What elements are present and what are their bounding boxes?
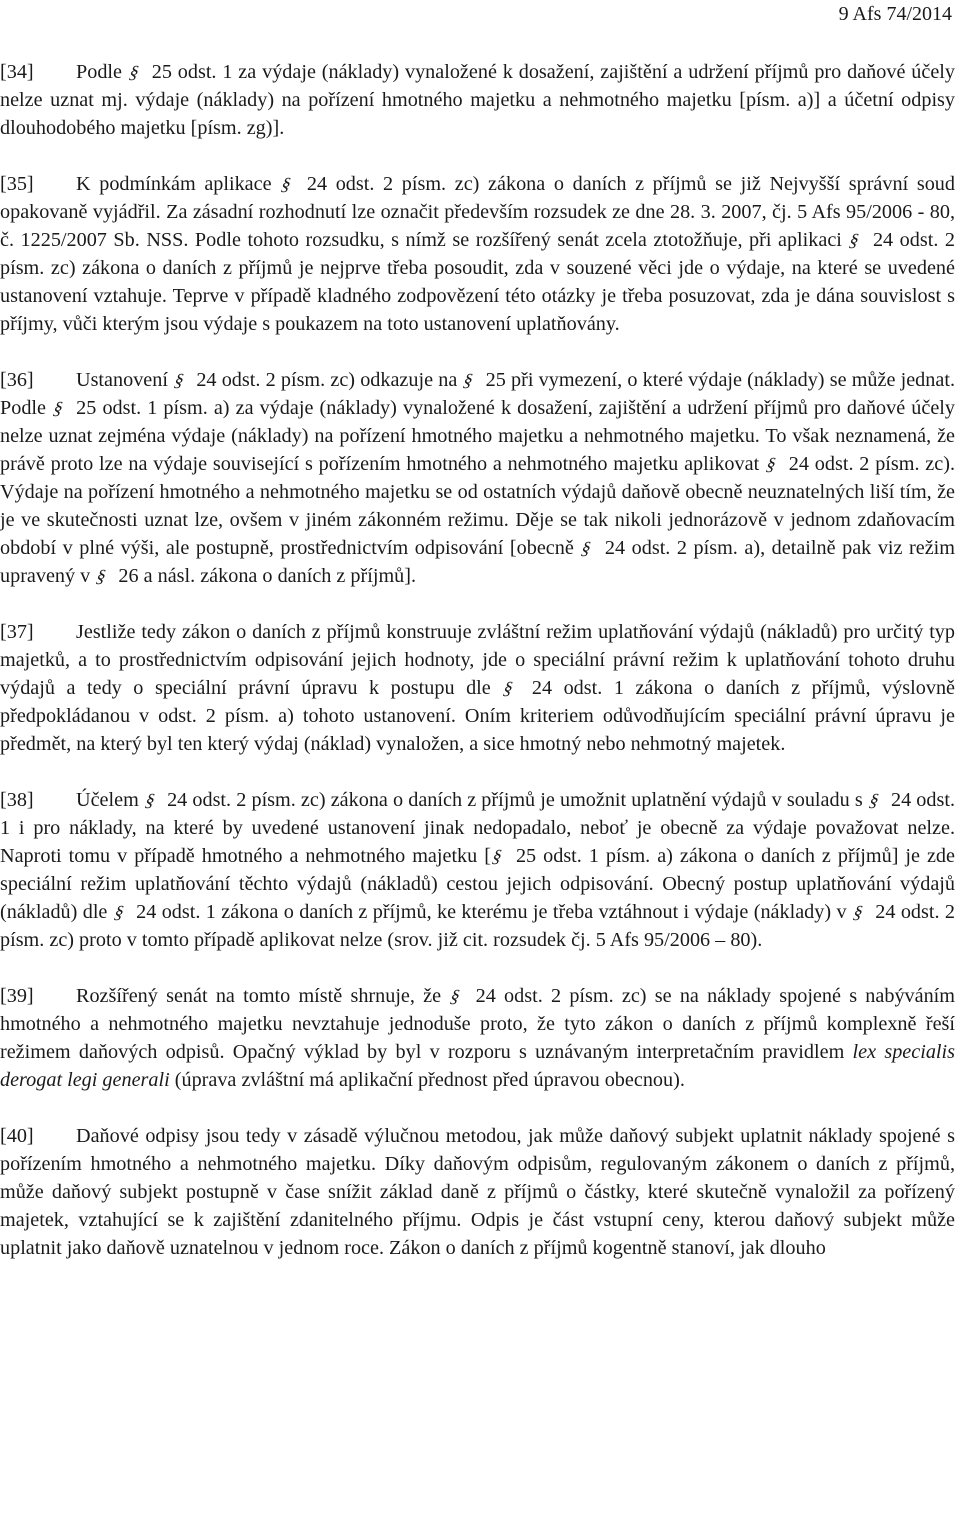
paragraph: [0, 58, 955, 142]
paragraph-text: 24 odst. 2 písm. zc) odkazuje na: [191, 369, 463, 391]
paragraph: [0, 1122, 955, 1262]
paragraph-number: [39]: [0, 985, 34, 1007]
paragraph: [0, 170, 955, 338]
paragraph-text: Rozšířený senát na tomto místě shrnuje, že: [76, 985, 450, 1007]
paragraph-text: 24 odst. 2 písm. zc) se na náklady spojené s nabýváním hmotného a nehmotného majetku nevztahuje jednoduše proto, že tyto zákon o daních z příjmů komplexně řeší režimem daňových odpisů. Opačný výklad by byl v rozporu s uznávaným interpretačním pravidlem: [0, 985, 955, 1063]
section-sign-icon: §: [850, 902, 867, 922]
paragraph-text: 25 odst. 1 za výdaje (náklady) vynaložené k dosažení, zajištění a udržení příjmů pro daňové účely nelze uznat mj. výdaje (náklady) na pořízení hmotného majetku a nehmotného majetku [písm. a)] a účetní odpisy dlouhodobého majetku [písm. zg)].: [0, 61, 955, 139]
paragraph-text: Účelem: [76, 789, 144, 811]
section-sign-icon: §: [111, 902, 128, 922]
section-sign-icon: §: [126, 62, 143, 82]
paragraph-text: Jestliže tedy zákon o daních z příjmů konstruuje zvláštní režim uplatňování výdajů (nákladů) pro určitý typ majetků, a to prostřednictvím odpisování jejich hodnoty, jde o speciální právní režim k uplatňování tohoto druhu výdajů a tedy o speciální právní úpravu k postupu dle: [0, 621, 955, 699]
section-sign-icon: §: [94, 566, 110, 586]
paragraph-text: 24 odst. 1 zákona o daních z příjmů, ke kterému je třeba vztáhnout i výdaje (náklady) v: [130, 901, 852, 923]
paragraph-text: Ustanovení: [76, 369, 174, 391]
paragraph-text: 24 odst. 2 písm. a), detailně pak viz režim upravený v: [0, 537, 955, 587]
paragraph-text: 25 odst. 1 písm. a) zákona o daních z příjmů] je zde speciální režim uplatňování těchto výdajů (nákladů) cestou jejich odpisování. Obecný postup uplatňování výdajů (nákladů) dle: [0, 845, 955, 923]
section-sign-icon: §: [461, 370, 477, 390]
paragraph: [0, 982, 955, 1094]
paragraph-text: 24 odst. 2 písm. zc) proto v tomto případě aplikovat nelze (srov. již cit. rozsudek čj. 5 Afs 95/2006 – 80).: [0, 901, 955, 951]
section-sign-icon: §: [448, 986, 464, 1006]
paragraph-text: 24 odst. 1 zákona o daních z příjmů, výslovně předpokládanou v odst. 2 písm. a) tohoto ustanovení. Oním kriteriem odůvodňujícím speciální právní úpravu je předmět, na který byl ten který výdaj (náklad) vynaložen, a sice hmotný nebo nehmotný majetek.: [0, 677, 955, 755]
section-sign-icon: §: [763, 454, 780, 474]
paragraph-text: 26 a násl. zákona o daních z příjmů].: [113, 565, 417, 587]
paragraph-text: Podle: [76, 61, 128, 83]
latin-phrase: lex specialis derogat legi generali: [0, 1041, 955, 1091]
paragraph-text: 25 při vymezení, o které výdaje (náklady) se může jednat. Podle: [0, 369, 955, 419]
section-sign-icon: §: [171, 370, 188, 390]
paragraph-text: 24 odst. 1 i pro náklady, na které by uvedené ustanovení jinak nedopadalo, neboť je obecně za výdaje považovat nelze. Naproti tomu v případě hmotného a nehmotného majetku [: [0, 789, 955, 867]
section-sign-icon: §: [501, 678, 517, 698]
section-sign-icon: §: [847, 230, 863, 250]
paragraph: [0, 786, 955, 954]
paragraph-text: 24 odst. 2 písm. zc) zákona o daních z příjmů je umožnit uplatnění výdajů v souladu s: [161, 789, 868, 811]
document-body: [0, 58, 955, 1290]
section-sign-icon: §: [278, 174, 295, 194]
case-number-header: 9 Afs 74/2014: [838, 3, 952, 25]
paragraph: [0, 366, 955, 590]
paragraph-number: [34]: [0, 61, 34, 83]
section-sign-icon: §: [866, 790, 883, 810]
paragraph-number: [38]: [0, 789, 34, 811]
paragraph-text: 25 odst. 1 písm. a) za výdaje (náklady) vynaložené k dosažení, zajištění a udržení příjmů pro daňové účely nelze uznat zejména výdaje (náklady) na pořízení hmotného majetku a nehmotného majetku. To však neznamená, že právě proto lze na výdaje související s pořízením hmotného a nehmotného majetku aplikovat: [0, 397, 955, 475]
paragraph-number: [40]: [0, 1125, 34, 1147]
paragraph-text: 24 odst. 2 písm. zc). Výdaje na pořízení hmotného a nehmotného majetku se od ostatních výdajů daňově obecně neuznatelných liší tím, že je ve skutečnosti uznat lze, ovšem v jiném zákonném režimu. Děje se tak nikoli jednorázově v jednom zdaňovacím období v plné výši, ale postupně, prostřednictvím odpisování [obecně: [0, 453, 956, 559]
section-sign-icon: §: [50, 398, 67, 418]
paragraph-text: 24 odst. 2 písm. zc) zákona o daních z příjmů se již Nejvyšší správní soud opakovaně vyjádřil. Za zásadní rozhodnutí lze označit především rozsudek ze dne 28. 3. 2007, čj. 5 Afs 95/2006 - 80, č. 1225/2007 Sb. NSS. Podle tohoto rozsudku, s nímž se rozšířený senát zcela ztotožňuje, při aplikaci: [0, 173, 955, 251]
section-sign-icon: §: [579, 538, 595, 558]
paragraph-number: [37]: [0, 621, 34, 643]
section-sign-icon: §: [489, 846, 506, 866]
paragraph-text: Daňové odpisy jsou tedy v zásadě výlučnou metodou, jak může daňový subjekt uplatnit náklady spojené s pořízením hmotného a nehmotného majetku. Díky daňovým odpisům, regulovaným zákonem o daních z příjmů, může daňový subjekt postupně v čase snížit základ daně z příjmů o částky, které skutečně vynaložil za pořízený majetek, vztahující se k zajištění zdanitelného příjmu. Odpis je část vstupní ceny, kterou daňový subjekt může uplatnit jako daňově uznatelnou v jednom roce. Zákon o daních z příjmů kogentně stanoví, jak dlouho: [0, 1125, 955, 1259]
paragraph-text: (úprava zvláštní má aplikační přednost před úpravou obecnou).: [169, 1069, 685, 1091]
paragraph-text: 24 odst. 2 písm. zc) zákona o daních z příjmů je nejprve třeba posoudit, zda v souzené věci jde o výdaje, na které se uvedené ustanovení vztahuje. Teprve v případě kladného zodpovězení této otázky je třeba posuzovat, zda je dána souvislost s příjmy, vůči kterým jsou výdaje s poukazem na toto ustanovení uplatňovány.: [0, 229, 955, 335]
section-sign-icon: §: [142, 790, 159, 810]
paragraph-number: [35]: [0, 173, 34, 195]
paragraph: [0, 618, 955, 758]
paragraph-text: K podmínkám aplikace: [76, 173, 281, 195]
paragraph-number: [36]: [0, 369, 34, 391]
